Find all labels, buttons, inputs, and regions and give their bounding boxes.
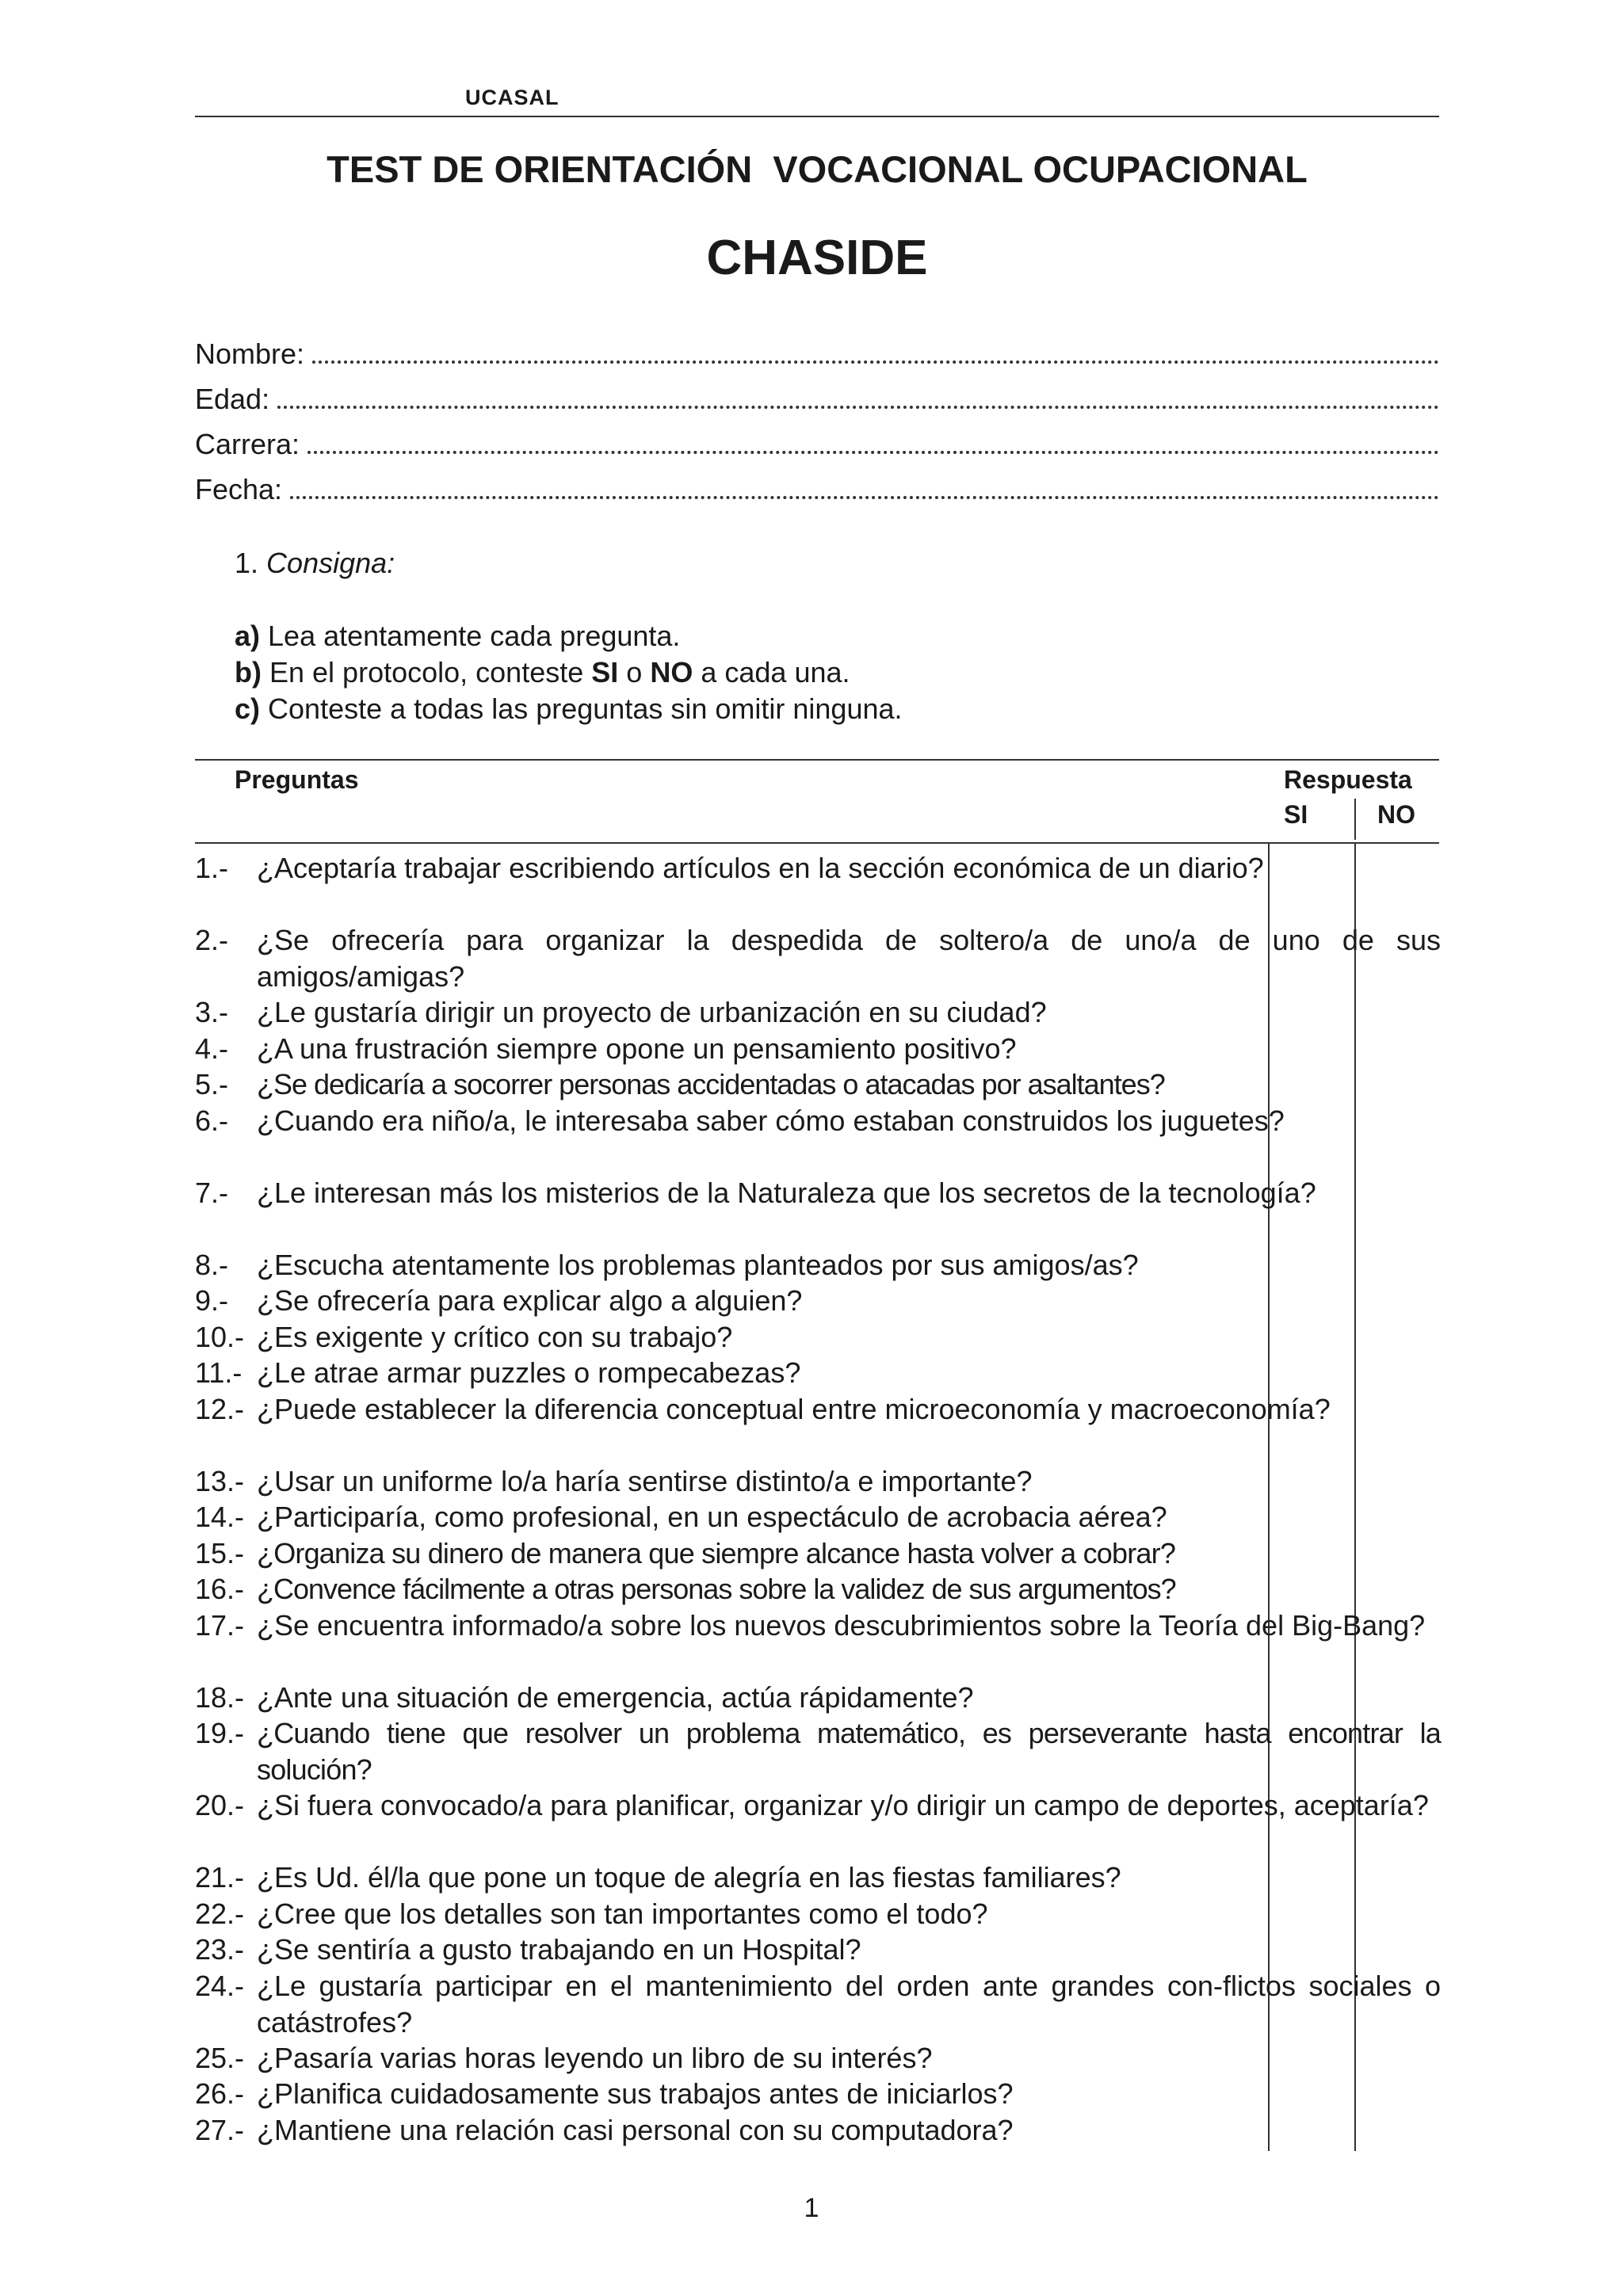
table-top-rule (195, 759, 1439, 761)
instruction-b (235, 656, 850, 689)
question-text: ¿Convence fácilmente a otras personas sobre la validez de sus argumentos? (257, 1573, 1176, 1605)
name-field[interactable] (195, 336, 1439, 371)
question-text: ¿A una frustración siempre opone un pensamiento positivo? (257, 1032, 1017, 1065)
date-label: Fecha: (195, 473, 283, 505)
page-title: TEST DE ORIENTACIÓN VOCACIONAL OCUPACIONAL (327, 148, 1308, 190)
question-text: ¿Organiza su dinero de manera que siempre alcance hasta volver a cobrar? (257, 1537, 1176, 1569)
career-label: Carrera: (195, 428, 300, 460)
question-text: ¿Aceptaría trabajar escribiendo artículos en la sección económica de un diario? (257, 852, 1264, 884)
question-text: ¿Se ofrecería para explicar algo a alguien? (257, 1284, 803, 1317)
age-label: Edad: (195, 383, 270, 415)
date-field[interactable] (195, 471, 1439, 506)
consigna-label: Consigna: (266, 547, 395, 579)
question-text: ¿Pasaría varias horas leyendo un libro de su interés? (257, 2042, 933, 2074)
question-text: ¿Puede establecer la diferencia conceptual entre microeconomía y macroeconomía? (257, 1393, 1331, 1425)
question-text: ¿Usar un uniforme lo/a haría sentirse distinto/a e importante? (257, 1465, 1033, 1497)
page-number: 1 (804, 2193, 819, 2223)
si-column-header: SI (1284, 800, 1308, 829)
instruction-b-si: SI (591, 656, 619, 688)
name-label: Nombre: (195, 338, 305, 370)
question-text: ¿Si fuera convocado/a para planificar, organizar y/o dirigir un campo de deportes, aceptaría? (257, 1789, 1429, 1821)
instruction-a-letter: a) (235, 620, 261, 652)
table-header-rule (195, 842, 1439, 844)
test-name: CHASIDE (706, 231, 928, 285)
question-text: ¿Planifica cuidadosamente sus trabajos antes de iniciarlos? (257, 2077, 1014, 2110)
question-text: ¿Cuando era niño/a, le interesaba saber cómo estaban construidos los juguetes? (257, 1104, 1285, 1137)
consigna-number: 1. (235, 547, 259, 579)
question-text: ¿Le gustaría dirigir un proyecto de urbanización en su ciudad? (257, 996, 1047, 1028)
instruction-b-letter: b) (235, 656, 262, 688)
question-text: ¿Le gustaría participar en el mantenimiento del orden ante grandes con-flictos sociales o catástrofes? (257, 1970, 1441, 2039)
career-dotted-line (307, 451, 1439, 454)
name-dotted-line (312, 360, 1439, 364)
document-page: UCASAL TEST DE ORIENTACIÓN VOCACIONAL OCUPACIONAL CHASIDE Nombre: Edad: Carrera: Fecha: 1. Consigna: a) Lea atentamente cada pregunta. b) En el protocolo, conteste SI o NO a cada una. c) Conteste a todas las preguntas sin omitir ninguna. Preguntas Respuesta SI NO 1.- ¿Aceptaría trabajar escribiendo artículos en la sección económica de un diario? 2.- ¿Se ofrecería para organizar la despedida de soltero/a de uno/a de uno de sus amigos/amigas? 3.- ¿Le gustaría dirigir un proyecto de urbanización en su ciudad? 4.- ¿A una frustración siempre opone un pensamiento positivo? 5.- ¿Se dedicaría a socorrer personas accidentadas o atacadas por asaltantes? 6.- ¿Cuando era niño/a, le interesaba saber cómo estaban construidos los juguetes? 7.- ¿Le interesan más los misterios de la Naturaleza que los secretos de la tecnología? 8.- ¿Escucha atentamente los problemas planteados por sus amigos/as? 9.- ¿Se ofrecería para explicar algo a alguien? 10.- ¿Es exigente y crítico con su trabajo? 11.- ¿Le atrae armar puzzles o rompecabezas? 12.- ¿Puede establecer la diferencia conceptual entre microeconomía y macroeconomía? 13.- ¿Usar un uniforme lo/a haría sentirse distinto/a e importante? 14.- ¿Participaría, como profesional, en un espectáculo de acrobacia aérea? 15.- ¿Organiza su dinero de manera que siempre alcance hasta volver a cobrar? 16.- ¿Convence fácilmente a otras personas sobre la validez de sus argumentos? 17.- ¿Se encuentra informado/a sobre los nuevos descubrimientos sobre la Teoría del Big-Bang? 18.- ¿Ante una situación de emergencia, actúa rápidamente? 19.- ¿Cuando tiene que resolver un problema matemático, es perseverante hasta encontrar la solución? 20.- ¿Si fuera convocado/a para planificar, organizar y/o dirigir un campo de deportes, aceptaría? 21.- ¿Es Ud. él/la que pone un toque de alegría en las fiestas familiares? 22.- ¿Cree que los detalles son tan importantes como el todo? 23.- ¿Se sentiría a gusto trabajando en un Hospital? 24.- ¿Le gustaría participar en el mantenimiento del orden ante grandes con-flictos sociales o catástrofes? 25.- ¿Pasaría varias horas leyendo un libro de su interés? 26.- ¿Planifica cuidadosamente sus trabajos antes de iniciarlos? 27.- ¿Mantiene una relación casi personal con su computadora? 1 (0, 0, 1623, 2296)
instruction-a (235, 620, 680, 653)
instruction-a-text: Lea atentamente cada pregunta. (268, 620, 681, 652)
question-text: ¿Cree que los detalles son tan importantes como el todo? (257, 1897, 988, 1930)
consigna-heading (235, 547, 395, 580)
answer-column-header: Respuesta (1284, 765, 1412, 794)
instruction-b-or: o (626, 656, 643, 688)
date-dotted-line (290, 496, 1439, 499)
question-text: ¿Es Ud. él/la que pone un toque de alegría en las fiestas familiares? (257, 1861, 1121, 1894)
questions-column-header: Preguntas (235, 765, 359, 794)
age-field[interactable] (195, 381, 1439, 416)
instruction-b-pre: En el protocolo, conteste (269, 656, 584, 688)
question-text: ¿Ante una situación de emergencia, actúa rápidamente? (257, 1681, 974, 1714)
question-text: ¿Le atrae armar puzzles o rompecabezas? (257, 1356, 801, 1389)
instruction-c (235, 692, 903, 726)
instruction-b-post: a cada una. (701, 656, 850, 688)
question-text: ¿Es exigente y crítico con su trabajo? (257, 1321, 733, 1353)
question-text: ¿Participaría, como profesional, en un espectáculo de acrobacia aérea? (257, 1501, 1167, 1533)
header-rule (195, 116, 1439, 117)
question-text: ¿Le interesan más los misterios de la Naturaleza que los secretos de la tecnología? (257, 1177, 1316, 1209)
age-dotted-line (277, 406, 1439, 409)
question-text: ¿Escucha atentamente los problemas planteados por sus amigos/as? (257, 1249, 1139, 1281)
instruction-c-letter: c) (235, 692, 261, 725)
question-text: ¿Mantiene una relación casi personal con su computadora? (257, 2114, 1014, 2146)
question-text: ¿Se encuentra informado/a sobre los nuevos descubrimientos sobre la Teoría del Big-Bang? (257, 1609, 1426, 1642)
question-text: ¿Cuando tiene que resolver un problema matemático, es perseverante hasta encontrar la solución? (257, 1717, 1441, 1786)
header-column-divider (1354, 799, 1356, 840)
instruction-c-text: Conteste a todas las preguntas sin omitir ninguna. (268, 692, 903, 725)
no-column-header: NO (1377, 800, 1415, 829)
question-text: ¿Se sentiría a gusto trabajando en un Hospital? (257, 1933, 861, 1966)
question-text: ¿Se dedicaría a socorrer personas accidentadas o atacadas por asaltantes? (257, 1068, 1165, 1100)
institution-header: UCASAL (465, 86, 559, 109)
career-field[interactable] (195, 426, 1439, 461)
instruction-b-no: NO (650, 656, 693, 688)
question-text: ¿Se ofrecería para organizar la despedida de soltero/a de uno/a de uno de sus amigos/amigas? (257, 924, 1441, 993)
